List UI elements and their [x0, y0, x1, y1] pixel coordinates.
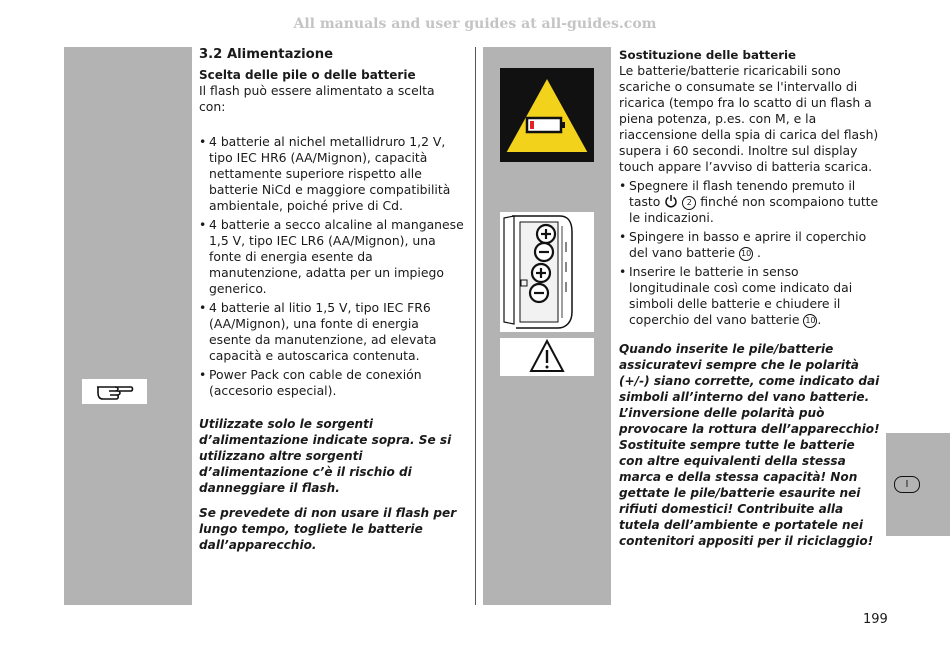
step1-text-b: finché non scompaiono tutte le indicazioni. [629, 194, 879, 225]
section-subheading: Scelta delle pile o delle batterie [199, 68, 416, 82]
left-column [199, 47, 464, 553]
polarity-warning: Quando inserite le pile/batterie assicuratevi sempre che le polarità (+/-) siano corrette, come indicato dai simboli all’interno del vano batterie. L’inversione delle polarità può provocare la rottura dell’apparecchio! Sostituite sempre tutte le batterie con altre equivalenti della stessa marca e della stessa capacità! Non gettate le pile/batterie esaurite nei rifiuti domestici! Contribuite alla tutela dell’ambiente e portatele nei contenitori appositi per il riciclaggio! [619, 342, 880, 548]
hand-pointing-icon [82, 379, 147, 404]
list-item [619, 178, 883, 226]
step2-text: Spingere in basso e aprire il coperchio del vano batterie [629, 229, 867, 260]
battery-warning-icon [500, 68, 594, 162]
replacement-steps [619, 178, 883, 328]
list-item: • 4 batterie al nichel metallidruro 1,2 V, tipo IEC HR6 (AA/Mignon), capacità nettamente superiore rispetto alle batterie NiCd e maggiore compatibilità ambientale, poiché prive di Cd. [199, 134, 464, 214]
ref-number: 2 [682, 196, 696, 210]
battery-options-list [199, 134, 464, 399]
language-tab-label: I [894, 476, 920, 493]
storage-warning: Se prevedete di non usare il flash per lungo tempo, togliete le batterie dall’apparecchio. [199, 506, 457, 552]
power-source-warning: Utilizzate solo le sorgenti d’alimentazione indicate sopra. Se si utilizzano altre sorgenti d’alimentazione c’è il rischio di danneggiare il flash. [199, 417, 452, 495]
page-number: 199 [863, 612, 888, 627]
ref-number: 10 [739, 247, 753, 261]
column-divider [475, 47, 476, 605]
list-item: • Spingere in basso e aprire il coperchio del vano batterie 10 . [619, 229, 883, 261]
battery-compartment-icon [500, 212, 594, 332]
ref-number: 10 [803, 314, 817, 328]
replacement-paragraph: Le batterie/batterie ricaricabili sono scariche o consumate se l'intervallo di ricarica (tempo fra lo scatto di un flash a piena potenza, p.es. con M, e la riaccensione della spia di carica del flash) supera i 60 secondi. Inoltre sul display touch appare l’avviso di batteria scarica. [619, 63, 879, 174]
section-heading: 3.2 Alimentazione [199, 47, 334, 62]
watermark: All manuals and user guides at all-guides.com [293, 16, 657, 32]
replacement-heading: Sostituzione delle batterie [619, 48, 797, 62]
power-icon [664, 194, 682, 209]
exclamation-triangle-icon [500, 338, 594, 376]
step1-text-a: Spegnere il flash tenendo premuto il tasto [629, 178, 856, 209]
intro-text: Il flash può essere alimentato a scelta con: [199, 83, 435, 114]
left-margin-band [64, 47, 192, 605]
step3-text: Inserire le batterie in senso longitudinale così come indicato dai simboli delle batterie e chiudere il coperchio del vano batterie [629, 264, 853, 327]
list-item: • 4 batterie al litio 1,5 V, tipo IEC FR6 (AA/Mignon), una fonte di energia esente da manutenzione, ad elevata capacità e autoscarica contenuta. [199, 300, 464, 364]
list-item: • Power Pack con cable de conexión (accesorio especial). [199, 367, 464, 399]
list-item: • 4 batterie a secco alcaline al manganese 1,5 V, tipo IEC LR6 (AA/Mignon), una fonte di energia esente da manutenzione, adatta per un impiego generico. [199, 217, 464, 297]
right-column [619, 47, 883, 549]
list-item: • Inserire le batterie in senso longitudinale così come indicato dai simboli delle batterie e chiudere il coperchio del vano batterie 10 . [619, 264, 883, 328]
